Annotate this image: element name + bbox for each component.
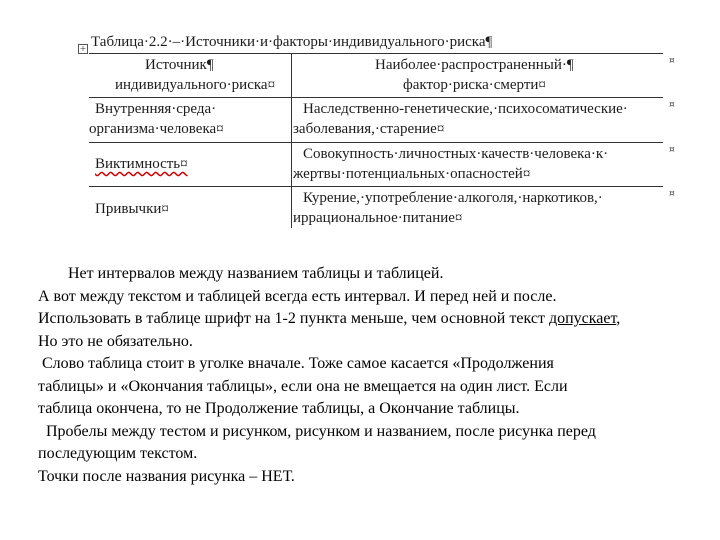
row-end-mark: ¤ [669,100,675,110]
table-cell: Привычки¤ [95,201,169,217]
row-end-mark: ¤ [669,145,675,155]
paragraph: последующим текстом. [38,445,198,462]
table-cell: Внутренняя·среда· [95,101,217,117]
table-column-divider [291,53,292,228]
paragraph: Но это не обязательно. [38,332,193,350]
table-cell: Совокупность·личностных·качеств·человека·к· [303,146,609,162]
table-cell: Курение,·употребление·алкоголя,·наркотиков,· [303,190,603,206]
table-cell: организма·человека¤ [89,121,224,137]
paragraph: А вот между текстом и таблицей всегда есть интервал. И перед ней и после. [38,287,557,305]
table-cell: иррациональное·питание¤ [293,210,463,226]
table-cell: Виктимность¤ [95,156,188,172]
row-end-mark: ¤ [669,189,675,199]
paragraph: Слово таблица стоит в уголке вначале. Тоже самое касается «Продолжения [38,355,554,372]
table-move-handle-icon: + [79,44,87,53]
paragraph: Нет интервалов между названием таблицы и таблицей. [68,265,444,282]
table-caption: Таблица·2.2·–·Источники·и·факторы·индивидуального·риска¶ [91,34,493,50]
paragraph: Точки после названия рисунка – НЕТ. [38,467,295,485]
header-cell-source: Источник¶ [145,57,214,73]
paragraph: таблица окончена, то не Продолжение таблицы, а Окончание таблицы. [38,400,520,417]
body-text [38,263,708,488]
table-border [89,53,663,54]
row-end-mark: ¤ [669,56,675,66]
header-cell-factor: Наиболее·распространенный·¶ [375,57,574,73]
table-border [89,97,663,98]
header-cell-factor: фактор·риска·смерти¤ [403,77,546,93]
table-border [89,142,663,143]
paragraph: Пробелы между тестом и рисунком, рисунком и названием, после рисунка перед [38,422,596,440]
paragraph: Использовать в таблице шрифт на 1-2 пункта меньше, чем основной текст допускает, [38,310,621,327]
header-cell-source: индивидуального·риска¤ [115,77,276,93]
table-border [89,186,663,187]
paragraph: таблицы» и «Окончания таблицы», если она не вмещается на один лист. Если [38,377,568,395]
table-cell: заболевания,·старение¤ [293,121,445,137]
table-cell: Наследственно-генетические,·психосоматические· [303,101,628,117]
table-screenshot [75,26,695,228]
table-cell: жертвы·потенциальных·опасностей¤ [293,166,531,182]
